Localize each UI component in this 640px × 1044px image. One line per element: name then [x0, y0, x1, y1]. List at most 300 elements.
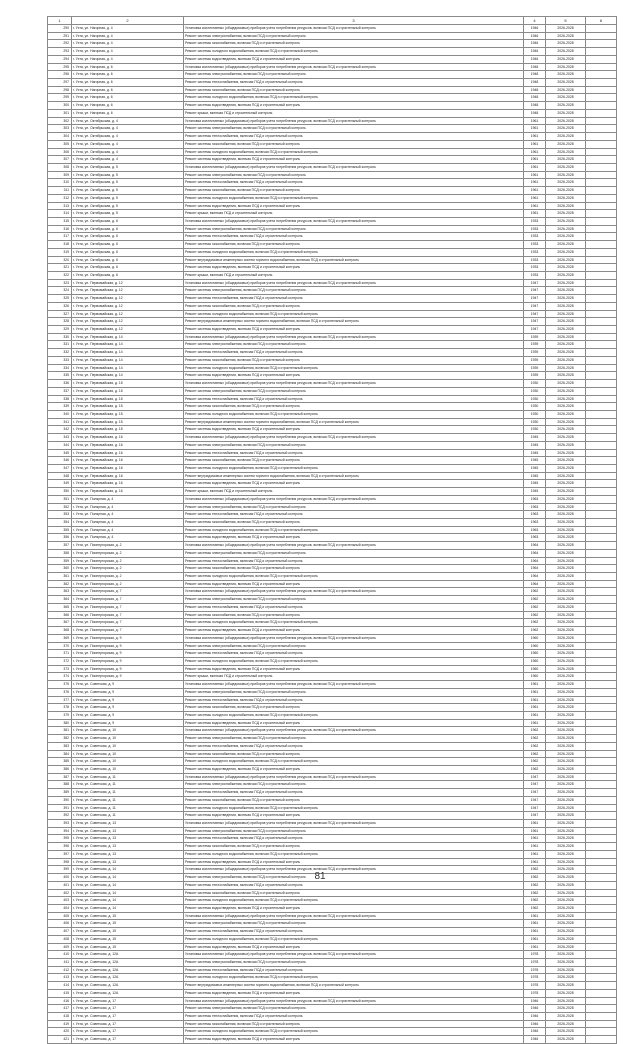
table-row — [48, 681, 617, 689]
table-row — [48, 928, 617, 936]
table-row — [48, 202, 617, 210]
address-cell: г. Ухта, ул. Советская, д. 14 — [72, 889, 184, 897]
work-type-cell: Ремонт внутридомовых инженерных систем горячего водоснабжения, включая ПСД и строительный контроль — [184, 472, 524, 480]
address-cell: г. Ухта, ул. Октябрьская, д. 6 — [72, 217, 184, 225]
extra-cell — [586, 125, 617, 133]
year-cell: 1933 — [524, 225, 546, 233]
capital-repair-table — [47, 16, 617, 1044]
address-cell: г. Ухта, ул. Советская, д. 9 — [72, 681, 184, 689]
row-number-cell: 386 — [48, 766, 72, 774]
row-number-cell: 321 — [48, 264, 72, 272]
work-type-cell: Установка коллективных (общедомовых) приборов учета потребления ресурсов, включая ПСД и строительный контроль — [184, 380, 524, 388]
year-cell: 1960 — [524, 642, 546, 650]
period-cell: 2026-2028 — [546, 673, 586, 681]
period-cell: 2026-2028 — [546, 735, 586, 743]
period-cell: 2026-2028 — [546, 256, 586, 264]
address-cell: г. Ухта, ул. Советская, д. 10 — [72, 727, 184, 735]
work-type-cell: Установка коллективных (общедомовых) приборов учета потребления ресурсов, включая ПСД и строительный контроль — [184, 25, 524, 33]
row-number-cell: 396 — [48, 843, 72, 851]
table-row — [48, 434, 617, 442]
period-cell: 2026-2028 — [546, 696, 586, 704]
row-number-cell: 377 — [48, 696, 72, 704]
address-cell: г. Ухта, ул. Советская, д. 17 — [72, 1028, 184, 1036]
year-cell: 1962 — [524, 758, 546, 766]
extra-cell — [586, 866, 617, 874]
extra-cell — [586, 426, 617, 434]
period-cell: 2026-2028 — [546, 40, 586, 48]
row-number-cell: 351 — [48, 495, 72, 503]
address-cell: г. Ухта, ул. Советская, д. 13 — [72, 850, 184, 858]
table-row — [48, 79, 617, 87]
table-row — [48, 696, 617, 704]
work-type-cell: Ремонт системы водоотведения, включая ПСД и строительный контроль — [184, 812, 524, 820]
address-cell: г. Ухта, ул. Советская, д. 11 — [72, 812, 184, 820]
address-cell: г. Ухта, ул. Нагорная, д. 6 — [72, 86, 184, 94]
table-row — [48, 796, 617, 804]
extra-cell — [586, 1036, 617, 1044]
year-cell: 1946 — [524, 55, 546, 63]
period-cell: 2026-2028 — [546, 719, 586, 727]
extra-cell — [586, 318, 617, 326]
extra-cell — [586, 642, 617, 650]
row-number-cell: 415 — [48, 989, 72, 997]
row-number-cell: 330 — [48, 333, 72, 341]
period-cell: 2026-2028 — [546, 102, 586, 110]
year-cell: 1933 — [524, 233, 546, 241]
address-cell: г. Ухта, ул. Пионергорская, д. 9 — [72, 665, 184, 673]
address-cell: г. Ухта, ул. Пионергорская, д. 2 — [72, 549, 184, 557]
row-number-cell: 344 — [48, 441, 72, 449]
year-cell: 1961 — [524, 920, 546, 928]
row-number-cell: 365 — [48, 603, 72, 611]
row-number-cell: 302 — [48, 117, 72, 125]
period-cell: 2026-2028 — [546, 318, 586, 326]
address-cell: г. Ухта, ул. Советская, д. 17 — [72, 1005, 184, 1013]
row-number-cell: 292 — [48, 40, 72, 48]
year-cell: 1961 — [524, 133, 546, 141]
table-row — [48, 341, 617, 349]
extra-cell — [586, 256, 617, 264]
period-cell: 2026-2028 — [546, 372, 586, 380]
address-cell: г. Ухта, ул. Советская, д. 12А — [72, 951, 184, 959]
table-row — [48, 86, 617, 94]
year-cell: 1947 — [524, 804, 546, 812]
table-row — [48, 210, 617, 218]
row-number-cell: 353 — [48, 511, 72, 519]
row-number-cell: 379 — [48, 711, 72, 719]
address-cell: г. Ухта, ул. Пионергорская, д. 7 — [72, 619, 184, 627]
row-number-cell: 313 — [48, 202, 72, 210]
work-type-cell: Ремонт системы теплоснабжения, включая ПСД и строительный контроль — [184, 1013, 524, 1021]
address-cell: г. Ухта, ул. Советская, д. 11 — [72, 804, 184, 812]
period-cell: 2026-2028 — [546, 789, 586, 797]
work-type-cell: Ремонт системы теплоснабжения, включая ПСД и строительный контроль — [184, 835, 524, 843]
table-row — [48, 758, 617, 766]
extra-cell — [586, 187, 617, 195]
table-row — [48, 650, 617, 658]
table-row — [48, 711, 617, 719]
extra-cell — [586, 395, 617, 403]
address-cell: г. Ухта, ул. Полярная, д. 4 — [72, 495, 184, 503]
row-number-cell: 381 — [48, 727, 72, 735]
table-row — [48, 997, 617, 1005]
extra-cell — [586, 881, 617, 889]
address-cell: г. Ухта, ул. Советская, д. 17 — [72, 1036, 184, 1044]
extra-cell — [586, 349, 617, 357]
year-cell: 1964 — [524, 542, 546, 550]
work-type-cell: Ремонт системы холодного водоснабжения, включая ПСД и строительный контроль — [184, 935, 524, 943]
year-cell: 1961 — [524, 194, 546, 202]
extra-cell — [586, 603, 617, 611]
extra-cell — [586, 534, 617, 542]
year-cell: 1961 — [524, 171, 546, 179]
table-row — [48, 989, 617, 997]
extra-cell — [586, 850, 617, 858]
address-cell: г. Ухта, ул. Советская, д. 17 — [72, 1013, 184, 1021]
extra-cell — [586, 310, 617, 318]
row-number-cell: 312 — [48, 194, 72, 202]
extra-cell — [586, 79, 617, 87]
table-row — [48, 264, 617, 272]
table-row — [48, 904, 617, 912]
table-row — [48, 356, 617, 364]
year-cell: 1961 — [524, 943, 546, 951]
table-row — [48, 549, 617, 557]
year-cell: 1930 — [524, 403, 546, 411]
year-cell: 1948 — [524, 63, 546, 71]
row-number-cell: 325 — [48, 295, 72, 303]
row-number-cell: 412 — [48, 966, 72, 974]
period-cell: 2026-2028 — [546, 225, 586, 233]
row-number-cell: 372 — [48, 657, 72, 665]
row-number-cell: 367 — [48, 619, 72, 627]
year-cell: 1962 — [524, 603, 546, 611]
address-cell: г. Ухта, ул. Советская, д. 9 — [72, 719, 184, 727]
work-type-cell: Ремонт системы электроснабжения, включая ПСД и строительный контроль — [184, 688, 524, 696]
period-cell: 2026-2028 — [546, 287, 586, 295]
table-row — [48, 804, 617, 812]
table-row — [48, 156, 617, 164]
work-type-cell: Ремонт системы электроснабжения, включая ПСД и строительный контроль — [184, 958, 524, 966]
year-cell: 1961 — [524, 163, 546, 171]
period-cell: 2026-2028 — [546, 966, 586, 974]
year-cell: 1962 — [524, 735, 546, 743]
work-type-cell: Ремонт системы электроснабжения, включая ПСД и строительный контроль — [184, 827, 524, 835]
year-cell: 1962 — [524, 750, 546, 758]
address-cell: г. Ухта, ул. Нагорная, д. 4 — [72, 55, 184, 63]
extra-cell — [586, 673, 617, 681]
year-cell: 1964 — [524, 549, 546, 557]
address-cell: г. Ухта, ул. Пионергорская, д. 7 — [72, 603, 184, 611]
year-cell: 1947 — [524, 781, 546, 789]
year-cell: 1961 — [524, 125, 546, 133]
year-cell: 1930 — [524, 387, 546, 395]
period-cell: 2026-2028 — [546, 681, 586, 689]
extra-cell — [586, 966, 617, 974]
period-cell: 2026-2028 — [546, 125, 586, 133]
table-row — [48, 951, 617, 959]
extra-cell — [586, 997, 617, 1005]
row-number-cell: 417 — [48, 1005, 72, 1013]
period-cell: 2026-2028 — [546, 341, 586, 349]
row-number-cell: 329 — [48, 326, 72, 334]
work-type-cell: Ремонт системы электроснабжения, включая ПСД и строительный контроль — [184, 341, 524, 349]
table-row — [48, 1028, 617, 1036]
work-type-cell: Ремонт системы электроснабжения, включая ПСД и строительный контроль — [184, 387, 524, 395]
table-row — [48, 534, 617, 542]
row-number-cell: 290 — [48, 25, 72, 33]
year-cell: 1961 — [524, 156, 546, 164]
row-number-cell: 391 — [48, 804, 72, 812]
row-number-cell: 389 — [48, 789, 72, 797]
row-number-cell: 315 — [48, 217, 72, 225]
year-cell: 1946 — [524, 997, 546, 1005]
table-row — [48, 32, 617, 40]
year-cell: 1961 — [524, 850, 546, 858]
work-type-cell: Установка коллективных (общедомовых) приборов учета потребления ресурсов, включая ПСД и строительный контроль — [184, 333, 524, 341]
work-type-cell: Ремонт системы теплоснабжения, включая ПСД и строительный контроль — [184, 395, 524, 403]
work-type-cell: Ремонт системы холодного водоснабжения, включая ПСД и строительный контроль — [184, 410, 524, 418]
year-cell: 1961 — [524, 835, 546, 843]
year-cell: 1939 — [524, 372, 546, 380]
period-cell: 2026-2028 — [546, 951, 586, 959]
extra-cell — [586, 557, 617, 565]
row-number-cell: 352 — [48, 503, 72, 511]
year-cell: 1930 — [524, 395, 546, 403]
row-number-cell: 369 — [48, 634, 72, 642]
year-cell: 1948 — [524, 102, 546, 110]
extra-cell — [586, 55, 617, 63]
work-type-cell: Ремонт системы электроснабжения, включая ПСД и строительный контроль — [184, 642, 524, 650]
extra-cell — [586, 40, 617, 48]
period-cell: 2026-2028 — [546, 773, 586, 781]
extra-cell — [586, 217, 617, 225]
extra-cell — [586, 434, 617, 442]
row-number-cell: 402 — [48, 889, 72, 897]
work-type-cell: Ремонт системы холодного водоснабжения, включая ПСД и строительный контроль — [184, 148, 524, 156]
address-cell: г. Ухта, ул. Полярная, д. 4 — [72, 511, 184, 519]
row-number-cell: 341 — [48, 418, 72, 426]
work-type-cell: Установка коллективных (общедомовых) приборов учета потребления ресурсов, включая ПСД и строительный контроль — [184, 997, 524, 1005]
table-row — [48, 457, 617, 465]
year-cell: 1961 — [524, 210, 546, 218]
table-row — [48, 943, 617, 951]
year-cell: 1962 — [524, 866, 546, 874]
year-cell: 1930 — [524, 418, 546, 426]
table-row — [48, 835, 617, 843]
extra-cell — [586, 326, 617, 334]
period-cell: 2026-2028 — [546, 943, 586, 951]
period-cell: 2026-2028 — [546, 356, 586, 364]
extra-cell — [586, 573, 617, 581]
row-number-cell: 368 — [48, 627, 72, 635]
year-cell: 1962 — [524, 766, 546, 774]
year-cell: 1945 — [524, 472, 546, 480]
year-cell: 1961 — [524, 187, 546, 195]
year-cell: 1946 — [524, 48, 546, 56]
period-cell: 2026-2028 — [546, 1013, 586, 1021]
work-type-cell: Ремонт системы холодного водоснабжения, включая ПСД и строительный контроль — [184, 758, 524, 766]
year-cell: 1962 — [524, 897, 546, 905]
extra-cell — [586, 210, 617, 218]
work-type-cell: Ремонт системы теплоснабжения, включая ПСД и строительный контроль — [184, 928, 524, 936]
address-cell: г. Ухта, ул. Первомайская, д. 14 — [72, 364, 184, 372]
period-cell: 2026-2028 — [546, 434, 586, 442]
table-row — [48, 688, 617, 696]
work-type-cell: Установка коллективных (общедомовых) приборов учета потребления ресурсов, включая ПСД и строительный контроль — [184, 866, 524, 874]
work-type-cell: Ремонт системы холодного водоснабжения, включая ПСД и строительный контроль — [184, 194, 524, 202]
work-type-cell: Ремонт системы электроснабжения, включая ПСД и строительный контроль — [184, 287, 524, 295]
extra-cell — [586, 657, 617, 665]
year-cell: 1947 — [524, 295, 546, 303]
address-cell: г. Ухта, ул. Октябрьская, д. 6 — [72, 225, 184, 233]
address-cell: г. Ухта, ул. Первомайская, д. 15 — [72, 426, 184, 434]
row-number-cell: 326 — [48, 302, 72, 310]
extra-cell — [586, 511, 617, 519]
work-type-cell: Ремонт крыши, включая ПСД и строительный контроль — [184, 488, 524, 496]
row-number-cell: 390 — [48, 796, 72, 804]
work-type-cell: Ремонт системы водоотведения, включая ПСД и строительный контроль — [184, 55, 524, 63]
row-number-cell: 340 — [48, 410, 72, 418]
table-row — [48, 187, 617, 195]
work-type-cell: Ремонт системы газоснабжения, включая ПСД и строительный контроль — [184, 302, 524, 310]
table-row — [48, 55, 617, 63]
work-type-cell: Ремонт системы холодного водоснабжения, включая ПСД и строительный контроль — [184, 657, 524, 665]
address-cell: г. Ухта, ул. Нагорная, д. 6 — [72, 94, 184, 102]
period-cell: 2026-2028 — [546, 657, 586, 665]
work-type-cell: Ремонт системы электроснабжения, включая ПСД и строительный контроль — [184, 125, 524, 133]
extra-cell — [586, 464, 617, 472]
row-number-cell: 374 — [48, 673, 72, 681]
period-cell: 2026-2028 — [546, 495, 586, 503]
row-number-cell: 304 — [48, 133, 72, 141]
work-type-cell: Ремонт системы водоотведения, включая ПСД и строительный контроль — [184, 426, 524, 434]
row-number-cell: 334 — [48, 364, 72, 372]
extra-cell — [586, 789, 617, 797]
year-cell: 1978 — [524, 958, 546, 966]
work-type-cell: Ремонт системы холодного водоснабжения, включая ПСД и строительный контроль — [184, 619, 524, 627]
period-cell: 2026-2028 — [546, 796, 586, 804]
table-row — [48, 364, 617, 372]
table-row — [48, 603, 617, 611]
address-cell: г. Ухта, ул. Пионергорская, д. 7 — [72, 596, 184, 604]
table-row — [48, 287, 617, 295]
period-cell: 2026-2028 — [546, 163, 586, 171]
row-number-cell: 305 — [48, 140, 72, 148]
period-cell: 2026-2028 — [546, 488, 586, 496]
period-cell: 2026-2028 — [546, 326, 586, 334]
extra-cell — [586, 102, 617, 110]
work-type-cell: Ремонт системы электроснабжения, включая ПСД и строительный контроль — [184, 1005, 524, 1013]
extra-cell — [586, 418, 617, 426]
work-type-cell: Ремонт системы теплоснабжения, включая ПСД и строительный контроль — [184, 881, 524, 889]
table-row — [48, 843, 617, 851]
address-cell: г. Ухта, ул. Первомайская, д. 12 — [72, 326, 184, 334]
table-row — [48, 881, 617, 889]
row-number-cell: 331 — [48, 341, 72, 349]
period-cell: 2026-2028 — [546, 140, 586, 148]
year-cell: 1946 — [524, 40, 546, 48]
work-type-cell: Ремонт системы холодного водоснабжения, включая ПСД и строительный контроль — [184, 526, 524, 534]
work-type-cell: Установка коллективных (общедомовых) приборов учета потребления ресурсов, включая ПСД и строительный контроль — [184, 63, 524, 71]
table-row — [48, 25, 617, 33]
address-cell: г. Ухта, ул. Нагорная, д. 4 — [72, 40, 184, 48]
table-row — [48, 63, 617, 71]
year-cell: 1978 — [524, 989, 546, 997]
year-cell: 1960 — [524, 665, 546, 673]
address-cell: г. Ухта, ул. Советская, д. 11 — [72, 789, 184, 797]
address-cell: г. Ухта, ул. Первомайская, д. 15 — [72, 418, 184, 426]
table-row — [48, 889, 617, 897]
table-row — [48, 403, 617, 411]
row-number-cell: 293 — [48, 48, 72, 56]
extra-cell — [586, 796, 617, 804]
table-row — [48, 735, 617, 743]
row-number-cell: 333 — [48, 356, 72, 364]
row-number-cell: 295 — [48, 63, 72, 71]
table-row — [48, 163, 617, 171]
table-row — [48, 272, 617, 280]
row-number-cell: 363 — [48, 588, 72, 596]
work-type-cell: Ремонт системы холодного водоснабжения, включая ПСД и строительный контроль — [184, 711, 524, 719]
row-number-cell: 376 — [48, 688, 72, 696]
table-row — [48, 665, 617, 673]
extra-cell — [586, 86, 617, 94]
work-type-cell: Ремонт системы теплоснабжения, включая ПСД и строительный контроль — [184, 696, 524, 704]
year-cell: 1962 — [524, 881, 546, 889]
period-cell: 2026-2028 — [546, 596, 586, 604]
column-number: 1 — [48, 17, 72, 25]
row-number-cell: 401 — [48, 881, 72, 889]
row-number-cell: 306 — [48, 148, 72, 156]
period-cell: 2026-2028 — [546, 534, 586, 542]
extra-cell — [586, 596, 617, 604]
period-cell: 2026-2028 — [546, 86, 586, 94]
extra-cell — [586, 627, 617, 635]
table-row — [48, 472, 617, 480]
extra-cell — [586, 580, 617, 588]
row-number-cell: 307 — [48, 156, 72, 164]
year-cell: 1962 — [524, 596, 546, 604]
work-type-cell: Ремонт системы газоснабжения, включая ПСД и строительный контроль — [184, 457, 524, 465]
table-row — [48, 766, 617, 774]
period-cell: 2026-2028 — [546, 573, 586, 581]
year-cell: 1962 — [524, 627, 546, 635]
extra-cell — [586, 248, 617, 256]
table-row — [48, 295, 617, 303]
address-cell: г. Ухта, ул. Советская, д. 10 — [72, 758, 184, 766]
table-row — [48, 982, 617, 990]
period-cell: 2026-2028 — [546, 233, 586, 241]
table-row — [48, 410, 617, 418]
table-row — [48, 140, 617, 148]
table-row — [48, 318, 617, 326]
extra-cell — [586, 904, 617, 912]
period-cell: 2026-2028 — [546, 557, 586, 565]
work-type-cell: Установка коллективных (общедомовых) приборов учета потребления ресурсов, включая ПСД и строительный контроль — [184, 279, 524, 287]
extra-cell — [586, 117, 617, 125]
work-type-cell: Установка коллективных (общедомовых) приборов учета потребления ресурсов, включая ПСД и строительный контроль — [184, 495, 524, 503]
period-cell: 2026-2028 — [546, 627, 586, 635]
work-type-cell: Ремонт системы теплоснабжения, включая ПСД и строительный контроль — [184, 966, 524, 974]
address-cell: г. Ухта, ул. Октябрьская, д. 6 — [72, 241, 184, 249]
extra-cell — [586, 665, 617, 673]
extra-cell — [586, 735, 617, 743]
year-cell: 1946 — [524, 32, 546, 40]
period-cell: 2026-2028 — [546, 55, 586, 63]
row-number-cell: 347 — [48, 464, 72, 472]
year-cell: 1933 — [524, 241, 546, 249]
